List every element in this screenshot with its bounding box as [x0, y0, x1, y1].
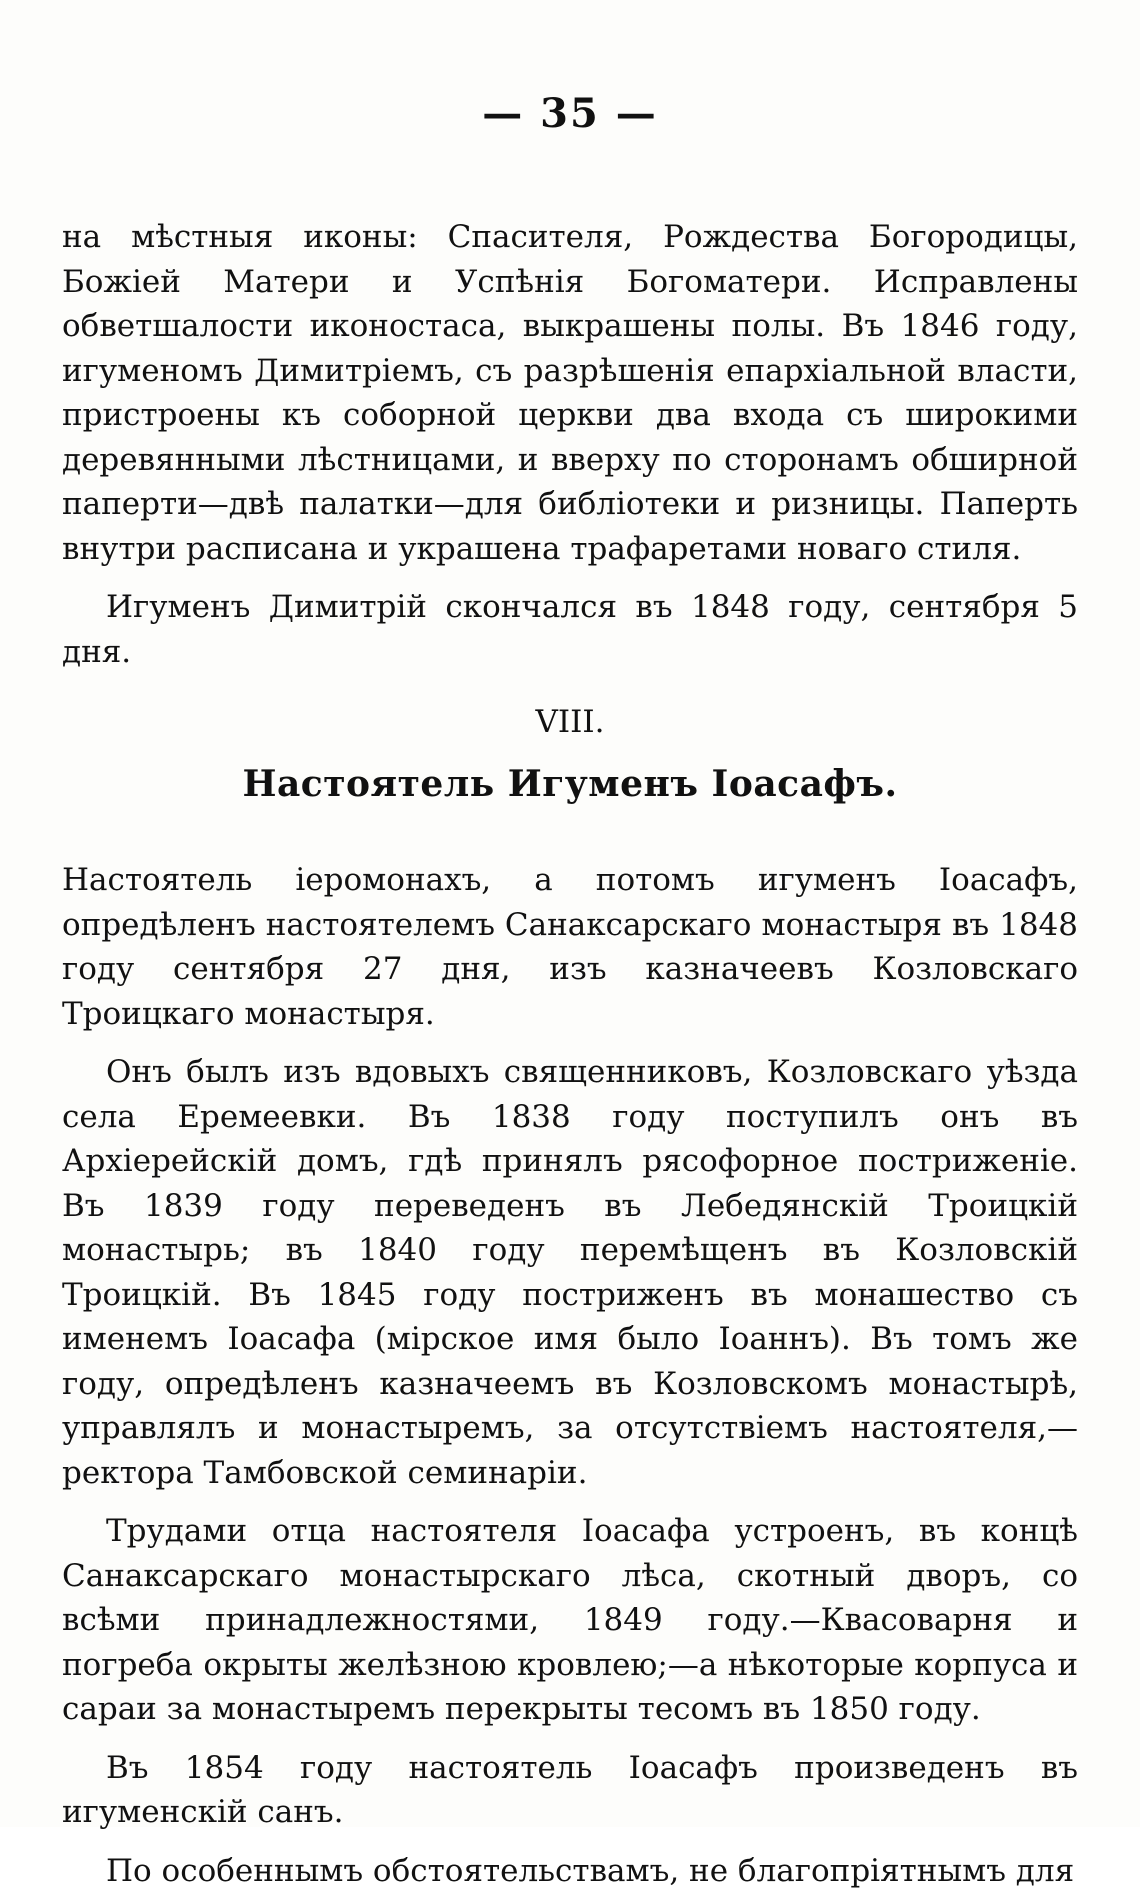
text-body — [62, 215, 1078, 1893]
section-title: Настоятель Игуменъ Іоасафъ. — [62, 760, 1078, 808]
paragraph: Въ 1854 году настоятель Іоасафъ произведенъ въ игуменскій санъ. — [62, 1746, 1078, 1835]
paragraph: Игуменъ Димитрій скончался въ 1848 году, сентября 5 дня. — [62, 585, 1078, 674]
section-number: VIII. — [62, 700, 1078, 744]
paragraph: Трудами отца настоятеля Іоасафа устроенъ, въ концѣ Санаксарскаго монастырскаго лѣса, скотный дворъ, со всѣми принадлежностями, 1849 году.—Квасоварня и погреба окрыты желѣзною кровлею;—а нѣкоторые корпуса и сараи за монастыремъ перекрыты тесомъ въ 1850 году. — [62, 1509, 1078, 1732]
paragraph: на мѣстныя иконы: Спасителя, Рождества Богородицы, Божіей Матери и Успѣнія Богоматери. Исправлены обветшалости иконостаса, выкрашены полы. Въ 1846 году, игуменомъ Димитріемъ, съ разрѣшенія епархіальной власти, пристроены къ соборной церкви два входа съ широкими деревянными лѣстницами, и вверху по сторонамъ обширной паперти—двѣ палатки—для библіотеки и ризницы. Паперть внутри расписана и украшена трафаретами новаго стиля. — [62, 215, 1078, 571]
paragraph: По особеннымъ обстоятельствамъ, не благопріятнымъ для — [62, 1849, 1078, 1893]
paragraph: Онъ былъ изъ вдовыхъ священниковъ, Козловскаго уѣзда села Еремеевки. Въ 1838 году поступилъ онъ въ Архіерейскій домъ, гдѣ принялъ рясофорное постриженіе. Въ 1839 году переведенъ въ Лебедянскій Троицкій монастырь; въ 1840 году перемѣщенъ въ Козловскій Троицкій. Въ 1845 году постриженъ въ монашество съ именемъ Іоасафа (мірское имя было Іоаннъ). Въ томъ же году, опредѣленъ казначеемъ въ Козловскомъ монастырѣ, управлялъ и монастыремъ, за отсутствіемъ настоятеля,—ректора Тамбовской семинаріи. — [62, 1050, 1078, 1495]
paragraph: Настоятель іеромонахъ, а потомъ игуменъ Іоасафъ, опредѣленъ настоятелемъ Санаксарскаго монастыря въ 1848 году сентября 27 дня, изъ казначеевъ Козловскаго Троицкаго монастыря. — [62, 858, 1078, 1036]
page-number: — 35 — — [0, 90, 1140, 137]
